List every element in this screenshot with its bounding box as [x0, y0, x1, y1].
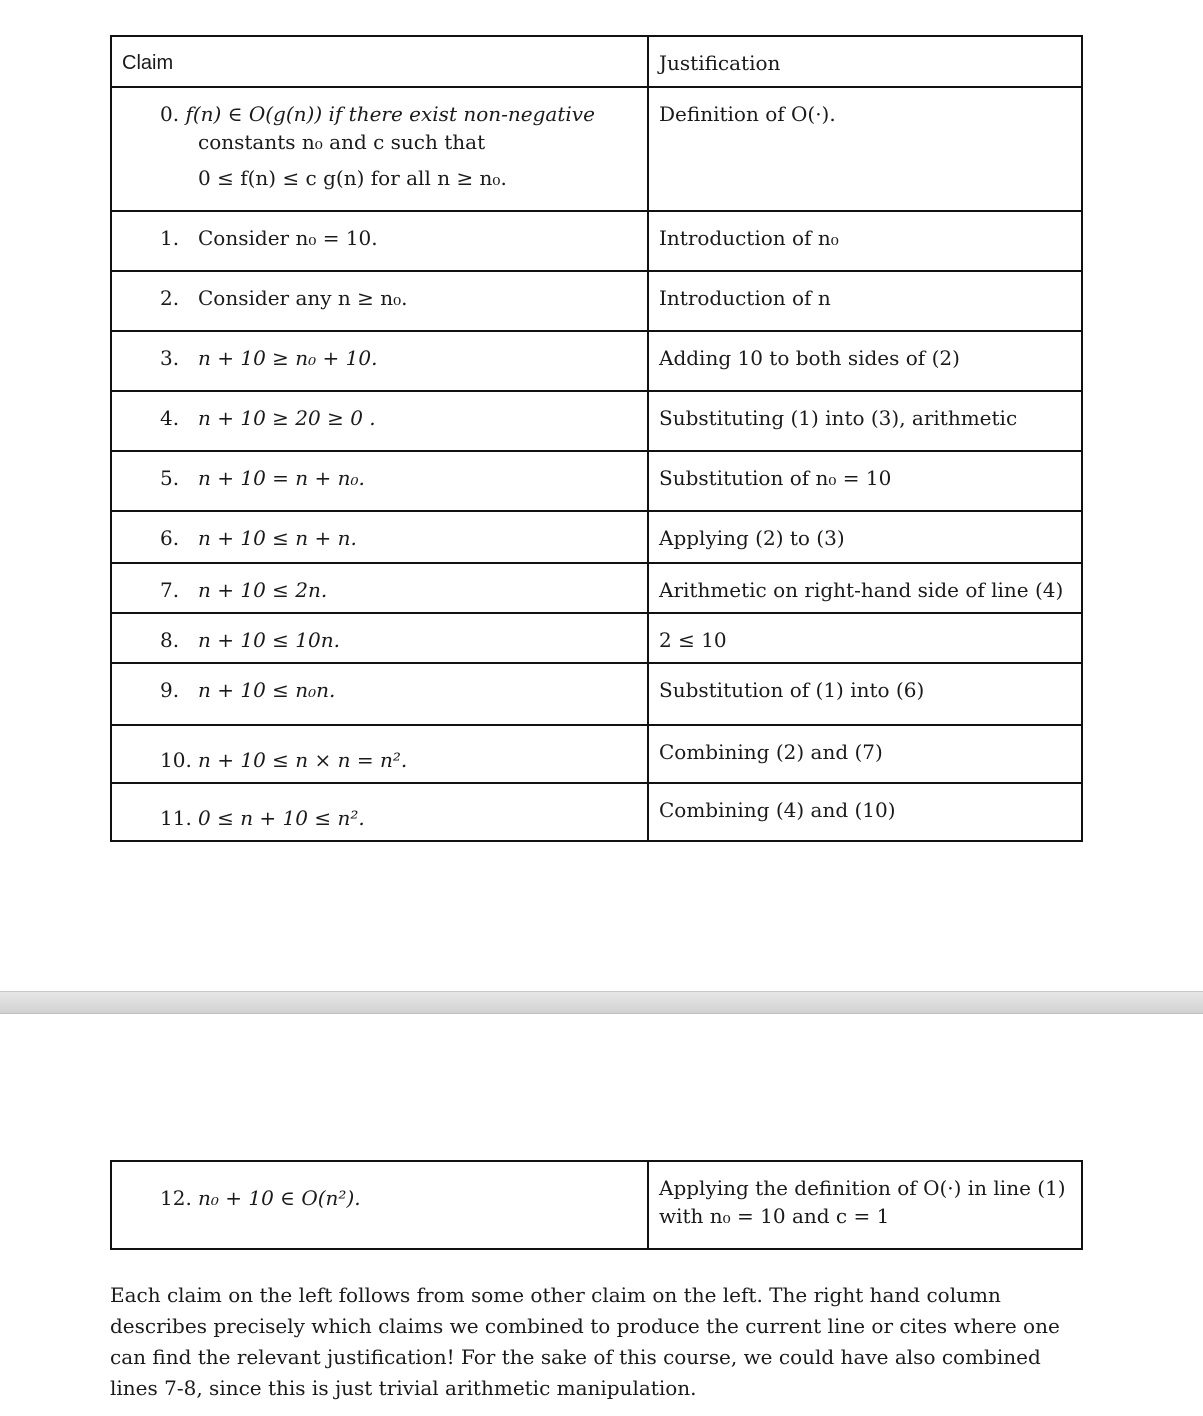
claim-cell [112, 332, 647, 372]
claim-text: n + 10 ≤ 10n. [198, 628, 340, 652]
justification-cell: Combining (4) and (10) [659, 798, 896, 822]
justification-line: with n₀ = 10 and c = 1 [659, 1204, 890, 1228]
justification-cell: Introduction of n₀ [659, 226, 839, 250]
claim-number: 3. [160, 346, 180, 370]
justification-cell: Arithmetic on right-hand side of line (4) [659, 578, 1064, 602]
justification-cell: 2 ≤ 10 [659, 628, 727, 652]
justification-cell [649, 1162, 1081, 1230]
justification-line: Applying the definition of O(·) in line (1) [659, 1176, 1066, 1200]
claim-text: Consider any n ≥ n₀. [198, 286, 408, 310]
claim-text: n + 10 ≥ n₀ + 10. [198, 346, 378, 370]
explanation-paragraph: Each claim on the left follows from some other claim on the left. The right hand column describes precisely which claims we combined to produce the current line or cites where one can find the relevant justification! For the sake of this course, we could have also combined lines 7-8, since this is just trivial arithmetic manipulation. [110, 1283, 1060, 1400]
table-header-row [111, 36, 1082, 87]
claim-text: n + 10 ≥ 20 ≥ 0 . [198, 406, 376, 430]
claim-text: n + 10 = n + n₀. [198, 466, 365, 490]
justification-cell: Definition of O(·). [659, 102, 836, 126]
claim-cell [112, 452, 647, 492]
claim-cell [112, 564, 647, 604]
page-divider [0, 991, 1203, 1014]
claim-number: 5. [160, 466, 180, 490]
table-row [111, 391, 1082, 451]
claim-number: 12. [160, 1186, 192, 1210]
claim-cell [112, 1162, 647, 1212]
table-row [111, 725, 1082, 783]
claim-line: f(n) ∈ O(g(n)) if there exist non-negative [185, 102, 595, 126]
claim-number: 11. [160, 806, 192, 830]
proof-table [110, 35, 1083, 842]
justification-cell: Introduction of n [659, 286, 831, 310]
claim-number: 9. [160, 678, 180, 702]
claim-number: 8. [160, 628, 180, 652]
claim-cell [112, 614, 647, 654]
table-row [111, 613, 1082, 663]
claim-text: n + 10 ≤ n₀n. [198, 678, 336, 702]
claim-cell [112, 726, 647, 774]
table-row [111, 87, 1082, 211]
claim-number: 4. [160, 406, 180, 430]
claim-text: n + 10 ≤ 2n. [198, 578, 328, 602]
claim-number: 0. [160, 102, 180, 126]
claim-line: constants n₀ and c such that [198, 130, 486, 154]
justification-cell: Substitution of n₀ = 10 [659, 466, 892, 490]
claim-line: 0 ≤ f(n) ≤ c g(n) for all n ≥ n₀. [198, 166, 507, 190]
claim-text: Consider n₀ = 10. [198, 226, 378, 250]
header-justification: Justification [659, 51, 781, 75]
table-row [111, 271, 1082, 331]
table-row [111, 331, 1082, 391]
claim-text: n₀ + 10 ∈ O(n²). [198, 1186, 361, 1210]
claim-cell [112, 784, 647, 832]
proof-table-continued [110, 1160, 1083, 1250]
justification-cell: Substituting (1) into (3), arithmetic [659, 406, 1018, 430]
claim-number: 6. [160, 526, 180, 550]
justification-cell: Combining (2) and (7) [659, 740, 883, 764]
justification-cell: Substitution of (1) into (6) [659, 678, 925, 702]
claim-number: 10. [160, 748, 192, 772]
claim-text: 0 ≤ n + 10 ≤ n². [198, 806, 365, 830]
claim-number: 1. [160, 226, 180, 250]
justification-cell: Adding 10 to both sides of (2) [659, 346, 960, 370]
claim-cell [112, 88, 647, 192]
table-row [111, 211, 1082, 271]
claim-cell [112, 212, 647, 252]
table-row [111, 511, 1082, 563]
claim-text: n + 10 ≤ n × n = n². [198, 748, 408, 772]
claim-number: 7. [160, 578, 180, 602]
claim-cell [112, 512, 647, 552]
table-row [111, 563, 1082, 613]
claim-cell [112, 664, 647, 704]
claim-text: n + 10 ≤ n + n. [198, 526, 357, 550]
claim-cell [112, 272, 647, 312]
justification-cell: Applying (2) to (3) [659, 526, 845, 550]
claim-number: 2. [160, 286, 180, 310]
table-row [111, 451, 1082, 511]
table-row [111, 783, 1082, 841]
table-row [111, 663, 1082, 725]
header-claim: Claim [122, 52, 174, 74]
table-row [111, 1161, 1082, 1249]
claim-cell [112, 392, 647, 432]
